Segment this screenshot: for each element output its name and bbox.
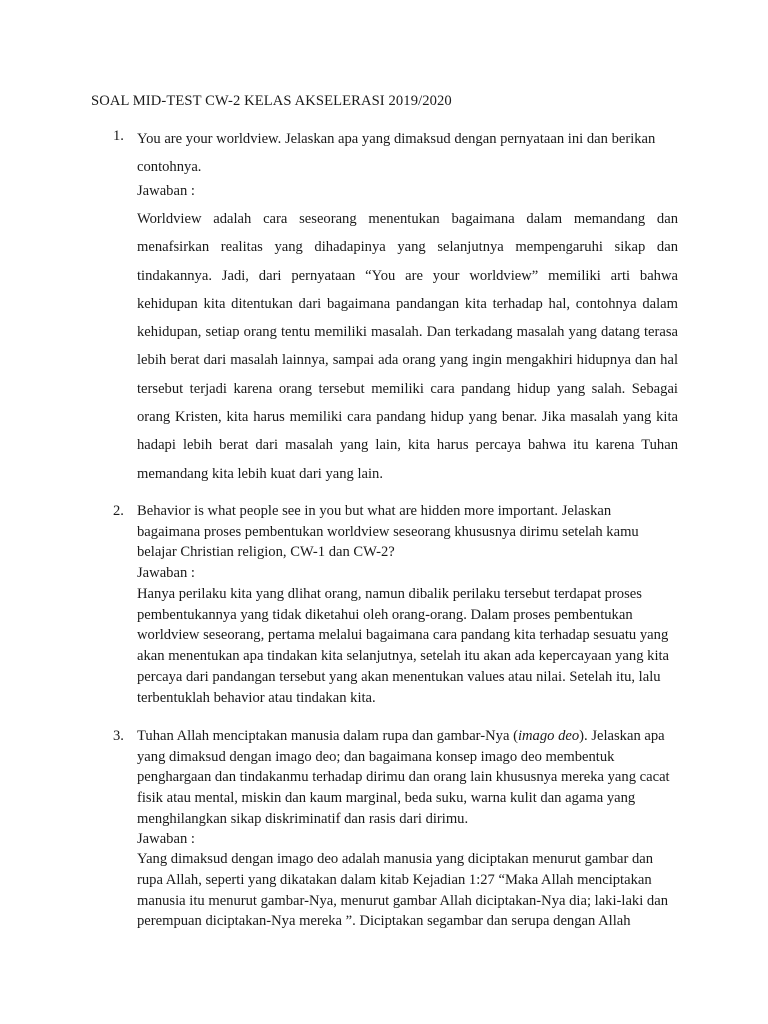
question-3-text-italic: imago deo — [517, 728, 580, 744]
question-3-answer: Yang dimaksud dengan imago deo adalah manusia yang diciptakan menurut gambar dan rupa Allah, seperti yang dikatakan dalam kitab Kejadian 1:27 “Maka Allah menciptakan manusia itu menurut gambar-Nya, menurut gambar Allah diciptakan-Nya dia; laki-laki dan perempuan diciptakan-Nya mereka ”. Diciptakan segambar dan serupa dengan Allah — [137, 851, 668, 930]
question-3-text-before-italic: Tuhan Allah menciptakan manusia dalam rupa dan gambar-Nya ( — [137, 728, 518, 744]
question-1-answer-label: Jawaban : — [137, 183, 195, 199]
question-1-number: 1. — [113, 128, 124, 144]
question-2-text: Behavior is what people see in you but what are hidden more important. Jelaskan bagaimana proses pembentukan worldview seseorang khususnya dirimu setelah kamu belajar Christian religion, CW-1 dan CW-2? — [137, 503, 639, 560]
question-1-answer: Worldview adalah cara seseorang menentukan bagaimana dalam memandang dan menafsirkan realitas yang dihadapinya yang selanjutnya mempengaruhi sikap dan tindakannya. Jadi, dari pernyataan “You are your worldview” memiliki arti bahwa kehidupan kita ditentukan dari bagaimana pandangan kita terhadap hal, contohnya dalam kehidupan, setiap orang tentu memiliki masalah. Dan terkadang masalah yang datang terasa lebih berat dari masalah lainnya, sampai ada orang yang ingin mengakhiri hidupnya dan hal tersebut terjadi karena orang tersebut memiliki cara pandang hidup yang salah. Sebagai orang Kristen, kita harus memiliki cara pandang hidup yang benar. Jika masalah yang kita hadapi lebih berat dari masalah yang lain, kita harus percaya bahwa itu karena Tuhan memandang kita lebih kuat dari yang lain. — [137, 211, 678, 482]
question-2-answer-label: Jawaban : — [137, 565, 195, 581]
question-1-text: You are your worldview. Jelaskan apa yang dimaksud dengan pernyataan ini dan berikan contohnya. — [137, 131, 656, 175]
question-3-text-after-italic: ). Jelaskan apa yang dimaksud dengan imago deo; dan bagaimana konsep imago deo membentuk penghargaan dan tindakanmu terhadap dirimu dan orang lain khususnya mereka yang cacat fisik atau mental, miskin dan kaum marginal, beda suku, warna kulit dan agama yang menghilangkan sikap diskriminatif dan rasis dari dirimu. — [137, 728, 670, 827]
document-title: SOAL MID-TEST CW-2 KELAS AKSELERASI 2019/2020 — [91, 93, 452, 109]
question-2-number: 2. — [113, 503, 124, 519]
question-3-text — [137, 726, 678, 830]
question-3-answer-label: Jawaban : — [137, 831, 195, 847]
question-2-answer: Hanya perilaku kita yang dlihat orang, namun dibalik perilaku tersebut terdapat proses pembentukannya yang tidak diketahui oleh orang-orang. Dalam proses pembentukan worldview seseorang, pertama melalui bagaimana cara pandang kita terhadap sesuatu yang akan menentukan apa tindakan kita selanjutnya, setelah itu akan ada kepercayaan yang kita percaya dari pandangan tersebut yang akan menentukan values atau nilai. Setelah itu, lalu terbentuklah behavior atau tindakan kita. — [137, 586, 670, 706]
question-3-number: 3. — [113, 728, 124, 744]
